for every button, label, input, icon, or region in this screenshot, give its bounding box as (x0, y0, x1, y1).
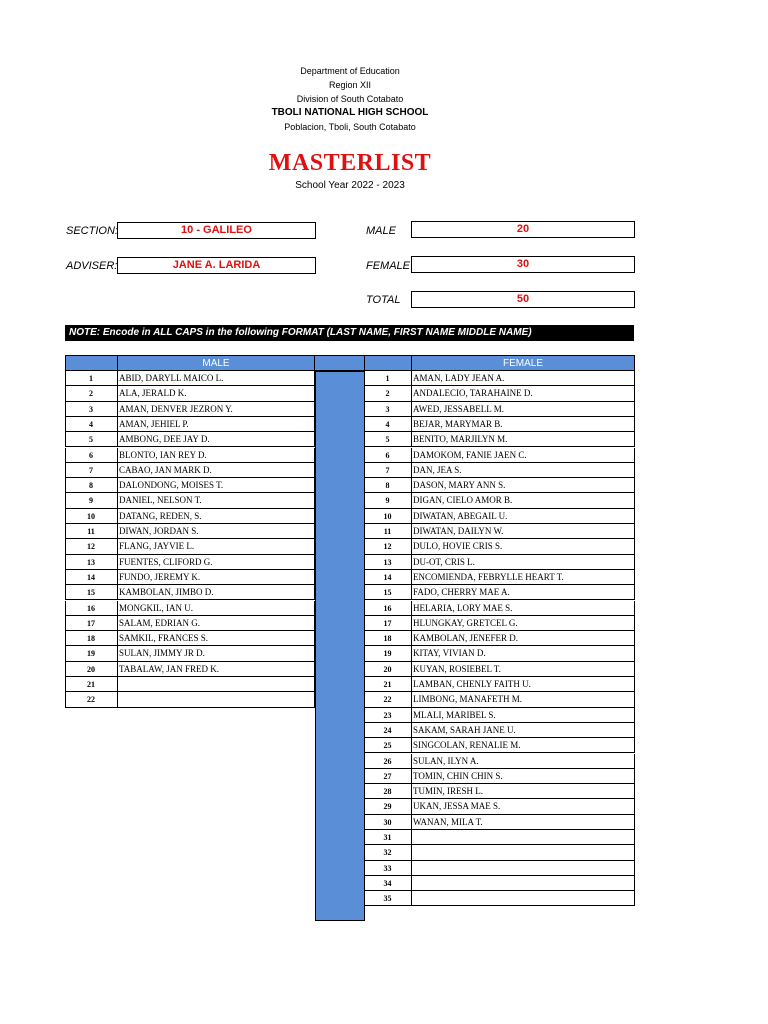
female-name-cell[interactable]: AWED, JESSABELL M. (413, 403, 504, 414)
female-row-number: 24 (383, 725, 392, 735)
female-row-number: 6 (385, 450, 390, 460)
female-row-number: 2 (385, 389, 390, 399)
female-row-number: 3 (385, 404, 390, 414)
male-row-number: 9 (89, 496, 93, 506)
male-row-divider (117, 692, 118, 707)
male-row-number: 16 (87, 603, 95, 613)
female-name-cell[interactable]: DIWATAN, DAILYN W. (413, 526, 504, 536)
male-name-cell[interactable]: FLANG, JAYVIE L. (119, 541, 195, 552)
female-name-cell[interactable]: ENCOMIENDA, FEBRYLLE HEART T. (413, 571, 564, 582)
female-row-number: 17 (383, 618, 392, 628)
female-row-number: 34 (383, 878, 392, 888)
female-row-number: 35 (383, 894, 392, 904)
male-row-number: 10 (87, 511, 95, 521)
total-count-field[interactable]: 50 (411, 291, 635, 308)
male-row-number: 5 (89, 435, 93, 445)
female-name-cell[interactable]: HLUNGKAY, GRETCEL G. (413, 617, 518, 628)
male-name-cell[interactable]: SALAM, EDRIAN G. (119, 617, 200, 628)
female-row-number: 30 (383, 817, 392, 827)
region-line: Region XII (328, 80, 372, 90)
female-name-cell[interactable]: DAN, JEA S. (413, 464, 462, 475)
female-count-field[interactable]: 30 (411, 256, 635, 273)
male-row-number: 7 (89, 465, 93, 475)
female-row-number: 31 (383, 833, 392, 842)
female-row-number: 4 (385, 419, 390, 429)
female-row-number: 14 (383, 572, 392, 582)
female-row-number: 19 (383, 649, 392, 659)
female-row-number: 9 (385, 496, 390, 506)
male-count-label: MALE (366, 225, 396, 237)
male-row-number: 17 (87, 618, 95, 628)
female-row-number: 32 (383, 848, 392, 858)
male-row-number: 13 (87, 557, 95, 567)
female-name-cell[interactable]: FADO, CHERRY MAE A. (413, 587, 510, 598)
female-row-number: 28 (383, 787, 392, 797)
female-row-divider (411, 891, 412, 906)
male-row-number: 14 (87, 572, 95, 582)
male-column-header: MALE (117, 355, 315, 371)
female-name-cell[interactable]: DU-OT, CRIS L. (413, 556, 475, 567)
male-name-cell[interactable]: DANIEL, NELSON T. (119, 495, 202, 506)
female-row-divider (411, 861, 412, 876)
female-row-number: 12 (383, 542, 392, 552)
page-title: MASTERLIST (268, 150, 432, 176)
male-name-cell[interactable]: SAMKIL, FRANCES S. (119, 633, 209, 644)
female-name-cell[interactable]: LAMBAN, CHENLY FAITH U. (413, 679, 531, 689)
header-block (0, 64, 700, 134)
male-row-number: 19 (87, 649, 95, 659)
male-no-header (65, 355, 118, 371)
female-row-number: 5 (385, 435, 390, 445)
female-row-number: 15 (383, 588, 392, 598)
female-name-cell[interactable]: KITAY, VIVIAN D. (413, 648, 486, 659)
female-row-divider (411, 876, 412, 891)
male-row-number: 3 (89, 404, 93, 414)
male-name-cell[interactable]: DALONDONG, MOISES T. (119, 480, 224, 491)
female-row-number: 16 (383, 603, 392, 613)
male-name-cell[interactable]: AMBONG, DEE JAY D. (119, 434, 210, 445)
division-line: Division of South Cotabato (296, 94, 404, 104)
female-name-cell[interactable]: WANAN, MILA T. (413, 816, 483, 827)
section-label: SECTION: (66, 225, 118, 237)
adviser-label: ADVISER: (66, 260, 118, 272)
male-row-divider (117, 677, 118, 692)
female-name-cell[interactable]: DIWATAN, ABEGAIL U. (413, 510, 508, 521)
female-row-divider (411, 830, 412, 845)
section-field[interactable]: 10 - GALILEO (117, 222, 316, 239)
male-name-cell[interactable]: ABID, DARYLL MAICO L. (119, 373, 224, 383)
female-row-number: 8 (385, 481, 390, 491)
male-count-field[interactable]: 20 (411, 221, 635, 238)
female-row-number: 22 (383, 695, 392, 705)
male-name-cell[interactable]: CABAO, JAN MARK D. (119, 464, 212, 475)
female-name-cell[interactable]: BENITO, MARJILYN M. (413, 434, 508, 445)
female-name-cell[interactable]: KAMBOLAN, JENEFER D. (413, 633, 519, 644)
female-name-cell[interactable]: HELARIA, LORY MAE S. (413, 602, 513, 613)
school-year: School Year 2022 - 2023 (295, 180, 405, 191)
female-name-cell[interactable]: DIGAN, CIELO AMOR B. (413, 495, 513, 506)
male-name-cell[interactable]: FUNDO, JEREMY K. (119, 571, 201, 582)
male-name-cell[interactable]: SULAN, JIMMY JR D. (119, 648, 205, 659)
female-column-header: FEMALE (411, 355, 635, 371)
male-row-number: 2 (89, 389, 93, 399)
female-row-number: 29 (383, 802, 392, 812)
female-name-cell[interactable]: DULO, HOVIE CRIS S. (413, 541, 503, 552)
female-row-number: 18 (383, 634, 392, 644)
female-name-cell[interactable]: SINGCOLAN, RENALIE M. (413, 740, 521, 751)
female-name-cell[interactable]: TUMIN, IRESH L. (413, 786, 483, 797)
male-row-number: 20 (87, 664, 95, 674)
female-name-cell[interactable]: KUYAN, ROSIEBEL T. (413, 663, 501, 674)
female-name-cell[interactable]: SULAN, ILYN A. (413, 755, 479, 766)
male-name-cell[interactable]: ALA, JERALD K. (119, 388, 187, 399)
male-name-cell[interactable]: AMAN, DENVER JEZRON Y. (119, 403, 233, 414)
school-name: TBOLI NATIONAL HIGH SCHOOL (271, 107, 429, 118)
female-row-number: 26 (383, 756, 392, 766)
male-row-number: 18 (87, 634, 95, 644)
female-row-number: 20 (383, 664, 392, 674)
male-name-cell[interactable]: BLONTO, IAN REY D. (119, 449, 207, 460)
male-row-number: 11 (87, 527, 95, 536)
female-row-number: 1 (385, 374, 390, 383)
female-row-number: 25 (383, 741, 392, 751)
female-row-number: 23 (383, 710, 392, 720)
female-row-number: 21 (383, 680, 392, 689)
school-address: Poblacion, Tboli, South Cotabato (284, 122, 416, 132)
female-name-cell[interactable]: MLALI, MARIBEL S. (413, 709, 496, 720)
male-row-number: 22 (87, 695, 95, 705)
female-name-cell[interactable]: TOMIN, CHIN CHIN S. (413, 770, 503, 781)
total-count-label: TOTAL (366, 294, 401, 306)
female-count-label: FEMALE (366, 260, 411, 272)
male-name-cell[interactable]: DIWAN, JORDAN S. (119, 526, 199, 536)
male-row-number: 6 (89, 450, 93, 460)
female-name-cell[interactable]: BEJAR, MARYMAR B. (413, 418, 503, 429)
female-row-number: 13 (383, 557, 392, 567)
male-name-cell[interactable]: TABALAW, JAN FRED K. (119, 663, 219, 674)
male-row-number: 4 (89, 419, 93, 429)
female-row-number: 10 (383, 511, 392, 521)
male-name-cell[interactable]: DATANG, REDEN, S. (119, 510, 202, 521)
female-name-cell[interactable]: ANDALECIO, TARAHAINE D. (413, 388, 533, 399)
female-name-cell[interactable]: UKAN, JESSA MAE S. (413, 801, 501, 812)
male-row-number: 1 (89, 374, 93, 383)
middle-header (314, 355, 365, 371)
female-row-number: 33 (383, 863, 392, 873)
female-no-header (364, 355, 412, 371)
column-separator (315, 371, 365, 921)
adviser-field[interactable]: JANE A. LARIDA (117, 257, 316, 274)
female-row-number: 27 (383, 771, 392, 781)
female-name-cell[interactable]: SAKAM, SARAH JANE U. (413, 724, 516, 735)
female-name-cell[interactable]: DASON, MARY ANN S. (413, 480, 506, 491)
female-row-number: 11 (383, 527, 392, 536)
male-name-cell[interactable]: MONGKIL, IAN U. (119, 602, 193, 613)
female-row-divider (411, 845, 412, 860)
male-row-number: 21 (87, 680, 95, 689)
male-name-cell[interactable]: KAMBOLAN, JIMBO D. (119, 587, 214, 598)
dept-line: Department of Education (300, 66, 400, 76)
female-row-number: 7 (385, 465, 390, 475)
female-name-cell[interactable]: AMAN, LADY JEAN A. (413, 373, 505, 383)
encoding-note: NOTE: Encode in ALL CAPS in the following FORMAT (LAST NAME, FIRST NAME MIDDLE NAME) (65, 325, 634, 341)
female-name-cell[interactable]: DAMOKOM, FANIE JAEN C. (413, 449, 527, 460)
male-row-number: 12 (87, 542, 95, 552)
male-name-cell[interactable]: AMAN, JEHIEL P. (119, 418, 189, 429)
male-row-number: 8 (89, 481, 93, 491)
male-row-number: 15 (87, 588, 95, 598)
male-name-cell[interactable]: FUENTES, CLIFORD G. (119, 556, 213, 567)
female-name-cell[interactable]: LIMBONG, MANAFETH M. (413, 694, 523, 705)
